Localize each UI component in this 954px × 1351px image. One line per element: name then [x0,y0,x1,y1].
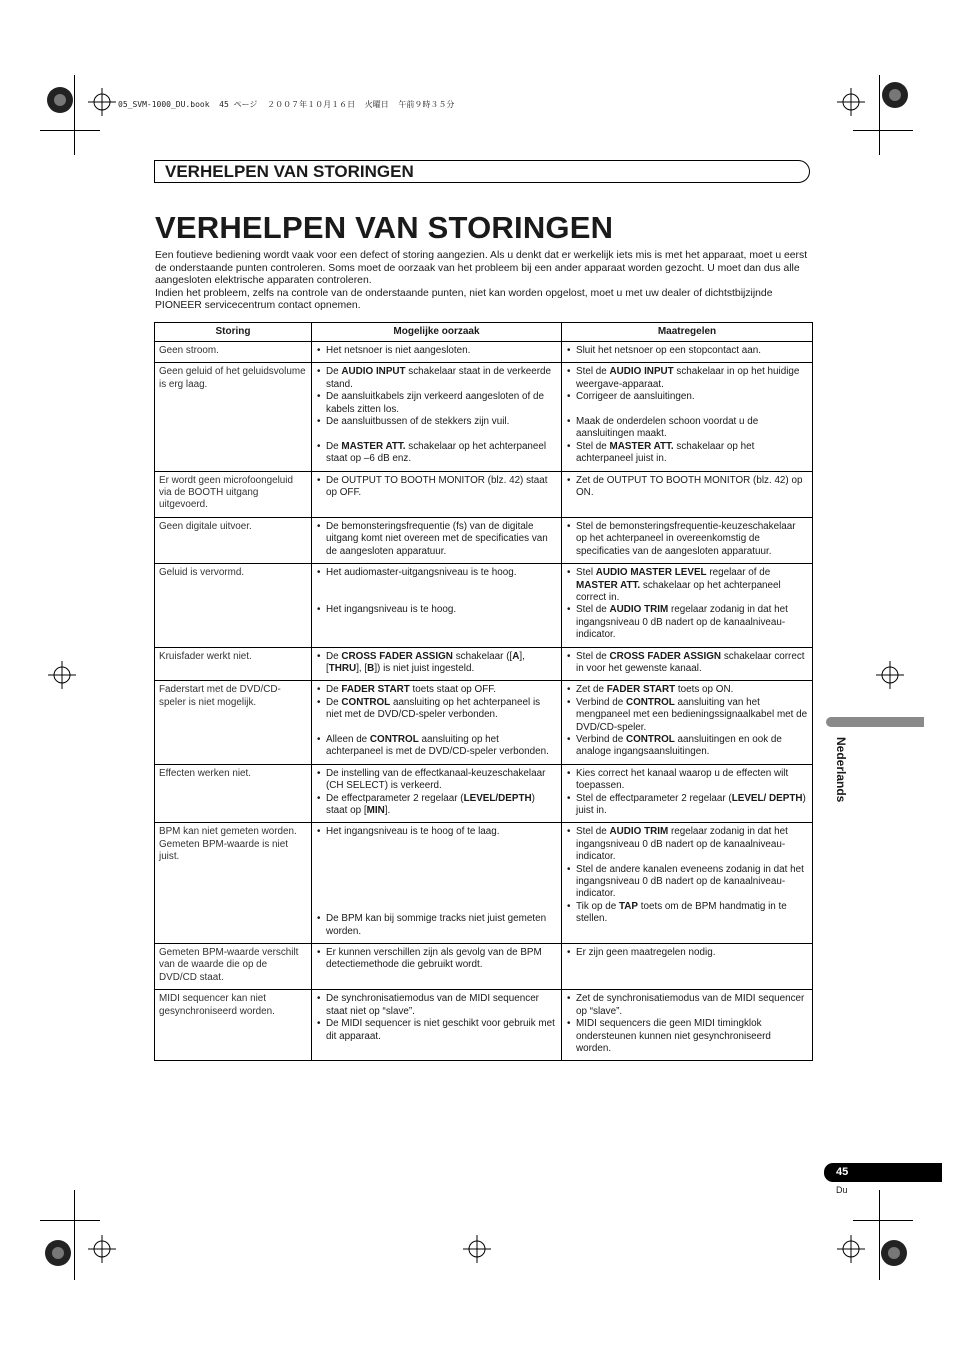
crosshair-icon [837,1235,865,1263]
intro-paragraph: Indien het probleem, zelfs na controle van de onderstaande punten, niet kan worden opgelost, moet u met uw dealer of dichtstbijzijnde PIONEER servicecentrum contact opnemen. [155,287,773,312]
cause-item: • De MASTER ATT. schakelaar op het achterpaneel staat op –6 dB enz. [316,441,557,466]
registration-target-icon [40,80,80,120]
cause-item: • De synchronisatiemodus van de MIDI sequencer staat niet op “slave”. [316,993,557,1018]
cause-item: • De MIDI sequencer is niet geschikt voor gebruik met dit apparaat. [316,1018,557,1043]
problem-cell [155,681,312,764]
problem-text: Gemeten BPM-waarde verschilt van de waarde die op de DVD/CD staat. [159,947,299,983]
remedy-item: • Stel de MASTER ATT. schakelaar op het achterpaneel juist in. [566,441,808,466]
table-row [155,564,813,647]
remedy-cell [562,764,813,823]
crosshair-icon [876,661,904,689]
problem-text: Geen stroom. [159,345,219,356]
crosshair-icon [48,661,76,689]
cause-item: • De CONTROL aansluiting op het achterpaneel is niet met de DVD/CD-speler verbonden. [316,697,557,734]
crosshair-icon [837,88,865,116]
cause-list [316,993,557,1043]
remedy-cell [562,517,813,563]
cause-item: • De aansluitkabels zijn verkeerd aangesloten of de kabels zitten los. [316,391,557,416]
remedy-item: • Maak de onderdelen schoon voordat u de aansluitingen maakt. [566,416,808,441]
section-title: VERHELPEN VAN STORINGEN [165,162,414,181]
column-header-oorzaak: Mogelijke oorzaak [312,323,562,342]
remedy-item: • Tik op de TAP toets om de BPM handmatig in te stellen. [566,901,808,926]
cause-item: • Er kunnen verschillen zijn als gevolg van de BPM detectiemethode die gebruikt wordt. [316,947,557,972]
cause-cell [312,944,562,990]
problem-cell [155,342,312,363]
cause-cell [312,471,562,517]
cause-item: • De BPM kan bij sommige tracks niet juist gemeten worden. [316,913,557,938]
crosshair-icon [88,88,116,116]
remedy-item: • Er zijn geen maatregelen nodig. [566,947,808,959]
cause-item: • De bemonsteringsfrequentie (fs) van de digitale uitgang komt niet overeen met de specificaties van de aangesloten apparatuur. [316,521,557,558]
remedy-item: • Sluit het netsnoer op een stopcontact aan. [566,345,808,357]
intro-paragraph: Een foutieve bediening wordt vaak voor een defect of storing aangezien. Als u denkt dat er werkelijk iets mis is met het apparaat, moet u eerst de onderstaande punten controleren. Soms moet de oorzaak van het probleem bij een ander apparaat worden gezocht. U moet dan dus alle aangesloten elektrische apparaten controleren. [155,250,808,287]
remedy-list [566,567,808,641]
remedy-item: • Verbind de CONTROL aansluitingen en ook de analoge ingangsaansluitingen. [566,734,808,759]
remedy-item: • Zet de FADER START toets op ON. [566,684,808,696]
cause-list [316,345,557,357]
crosshair-icon [463,1235,491,1263]
column-header-maatregelen: Maatregelen [562,323,813,342]
cause-item: • Het audiomaster-uitgangsniveau is te hoog. [316,567,557,604]
cause-list [316,684,557,758]
remedy-cell [562,990,813,1061]
remedy-item: • Stel de CROSS FADER ASSIGN schakelaar correct in voor het gewenste kanaal. [566,651,808,676]
language-tab-label: Nederlands [834,737,848,803]
remedy-list [566,993,808,1055]
cause-item: • De OUTPUT TO BOOTH MONITOR (blz. 42) staat op OFF. [316,475,557,500]
table-row [155,342,813,363]
section-header-bar [154,160,810,183]
table-row [155,681,813,764]
problem-cell [155,564,312,647]
cause-cell [312,764,562,823]
problem-cell [155,990,312,1061]
registration-target-icon [38,1233,78,1273]
table-row [155,823,813,944]
cause-item: • De aansluitbussen of de stekkers zijn vuil. [316,416,557,441]
problem-cell [155,944,312,990]
cause-cell [312,823,562,944]
remedy-cell [562,471,813,517]
cause-cell [312,564,562,647]
registration-target-icon [875,75,915,115]
problem-text: Geluid is vervormd. [159,567,245,579]
remedy-item: • Zet de OUTPUT TO BOOTH MONITOR (blz. 42) op ON. [566,475,808,500]
table-row [155,647,813,681]
problem-text: Er wordt geen microfoongeluid via de BOOTH uitgang uitgevoerd. [159,474,293,511]
intro-text [155,250,811,313]
remedy-cell [562,342,813,363]
remedy-item: • Verbind de CONTROL aansluiting van het mengpaneel met een bedieningssignaalkabel met de DVD/CD-speler. [566,697,808,734]
column-header-storing: Storing [155,323,312,342]
cause-item: • De effectparameter 2 regelaar (LEVEL/DEPTH) staat op [MIN]. [316,793,557,818]
crosshair-icon [88,1235,116,1263]
remedy-item: • Stel AUDIO MASTER LEVEL regelaar of de MASTER ATT. schakelaar op het achterpaneel correct in. [566,567,808,604]
problem-cell [155,363,312,471]
remedy-list [566,684,808,758]
cause-cell [312,342,562,363]
remedy-list [566,826,808,925]
registration-target-icon [874,1233,914,1273]
table-header-row [155,323,813,342]
cause-list [316,366,557,465]
cause-item: • Het netsnoer is niet aangesloten. [316,345,557,357]
remedy-list [566,651,808,676]
cause-item: • De AUDIO INPUT schakelaar staat in de verkeerde stand. [316,366,557,391]
table-row [155,764,813,823]
problem-text: Faderstart met de DVD/CD-speler is niet mogelijk. [159,684,281,708]
problem-text: BPM kan niet gemeten worden. [159,826,297,838]
remedy-item: • MIDI sequencers die geen MIDI timingklok ondersteunen kunnen niet gesynchroniseerd worden. [566,1018,808,1055]
cause-item: • Alleen de CONTROL aansluiting op het achterpaneel is met de DVD/CD-speler verbonden. [316,734,557,759]
remedy-item: • Corrigeer de aansluitingen. [566,391,808,416]
problem-text: MIDI sequencer kan niet gesynchroniseerd worden. [159,993,275,1017]
remedy-item: • Stel de bemonsteringsfrequentie-keuzeschakelaar op het achterpaneel in overeenkomstig de specificaties van de aangesloten apparatuur. [566,521,808,558]
problem-cell [155,471,312,517]
cause-list [316,521,557,558]
remedy-cell [562,681,813,764]
cause-list [316,826,557,938]
remedy-cell [562,823,813,944]
remedy-item: • Stel de AUDIO TRIM regelaar zodanig in dat het ingangsniveau 0 dB nadert op de kanaalniveau-indicator. [566,604,808,641]
cause-cell [312,681,562,764]
cause-list [316,651,557,676]
page-language-code: Du [836,1185,848,1195]
problem-text: Geen geluid of het geluidsvolume is erg laag. [159,366,306,390]
remedy-list [566,768,808,818]
problem-cell [155,517,312,563]
cause-item: • Het ingangsniveau is te hoog. [316,604,557,616]
cause-list [316,567,557,617]
remedy-item: • Stel de AUDIO TRIM regelaar zodanig in dat het ingangsniveau 0 dB nadert op de kanaalniveau-indicator. [566,826,808,863]
cause-list [316,475,557,500]
cause-item: • Het ingangsniveau is te hoog of te laag. [316,826,557,913]
remedy-list [566,521,808,558]
language-tab-bar [826,717,924,727]
problem-text: Kruisfader werkt niet. [159,650,252,662]
remedy-item: • Kies correct het kanaal waarop u de effecten wilt toepassen. [566,768,808,793]
remedy-cell [562,647,813,681]
problem-text: Effecten werken niet. [159,767,252,779]
remedy-list [566,366,808,465]
cause-item: • De FADER START toets staat op OFF. [316,684,557,696]
remedy-item: • Stel de effectparameter 2 regelaar (LEVEL/ DEPTH) juist in. [566,793,808,818]
table-body [155,342,813,1061]
remedy-cell [562,363,813,471]
table-row [155,944,813,990]
problem-cell [155,647,312,681]
problem-text: Gemeten BPM-waarde is niet juist. [159,838,288,863]
problem-cell [155,823,312,944]
table-row [155,363,813,471]
remedy-list [566,345,808,357]
troubleshooting-table [154,322,813,1061]
remedy-cell [562,564,813,647]
table-row [155,990,813,1061]
problem-cell [155,764,312,823]
cause-cell [312,990,562,1061]
page-number: 45 [824,1163,942,1182]
remedy-item: • Stel de andere kanalen eveneens zodanig in dat het ingangsniveau 0 dB nadert op de kanaalniveau-indicator. [566,864,808,901]
cause-cell [312,517,562,563]
cause-item: • De instelling van de effectkanaal-keuzeschakelaar (CH SELECT) is verkeerd. [316,768,557,793]
problem-text: Geen digitale uitvoer. [159,520,252,532]
table-row [155,471,813,517]
remedy-item: • Stel de AUDIO INPUT schakelaar in op het huidige weergave-apparaat. [566,366,808,391]
cause-item: • De CROSS FADER ASSIGN schakelaar ([A], [THRU], [B]) is niet juist ingesteld. [316,651,557,676]
cause-cell [312,363,562,471]
cause-cell [312,647,562,681]
cause-list [316,947,557,972]
remedy-item: • Zet de synchronisatiemodus van de MIDI sequencer op “slave”. [566,993,808,1018]
table-row [155,517,813,563]
cause-list [316,768,557,818]
remedy-list [566,475,808,500]
remedy-list [566,947,808,959]
print-header-info: 05_SVM-1000_DU.book 45 ページ ２００７年１０月１６日 火曜日 午前９時３５分 [118,100,455,109]
remedy-cell [562,944,813,990]
page-title: VERHELPEN VAN STORINGEN [155,210,614,245]
